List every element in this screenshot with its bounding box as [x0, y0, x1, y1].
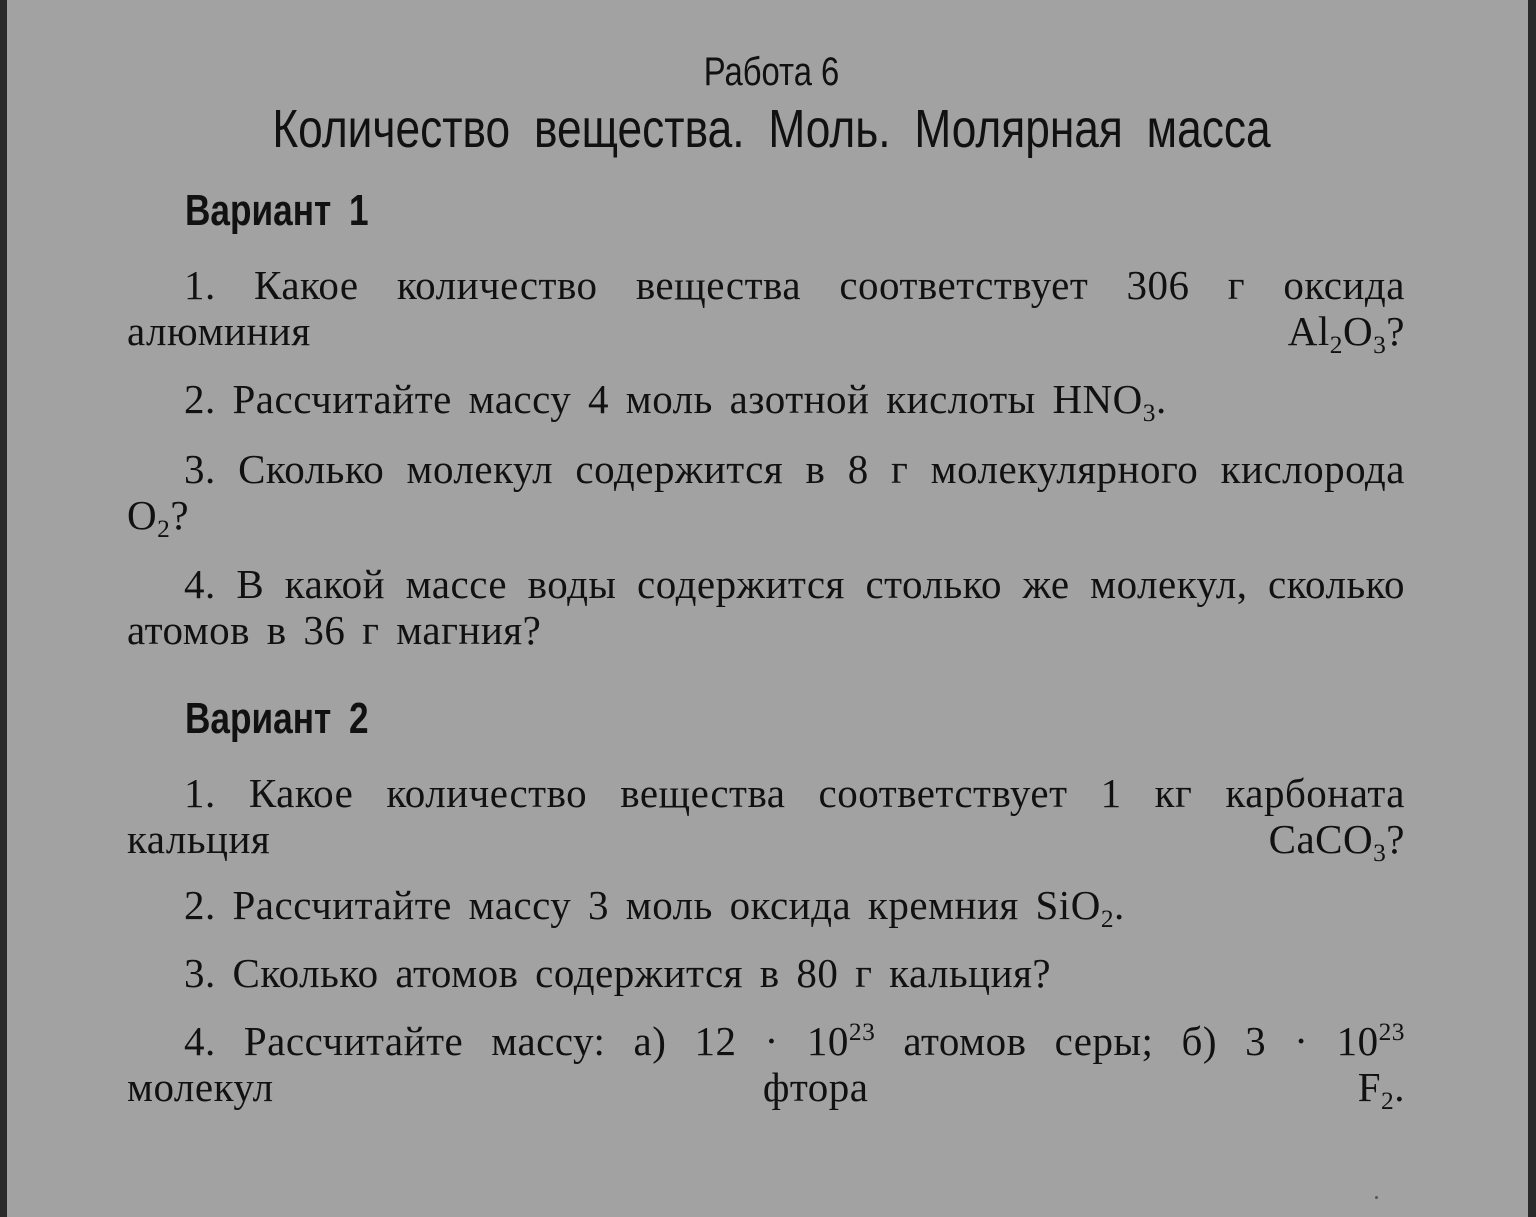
formula-al2o3: $Al_2O_3$ — [1287, 308, 1387, 360]
document-page — [7, 0, 1528, 1217]
formula-sio2: SiO$_2$ — [1035, 882, 1115, 934]
variant-2-task-4: 4. Рассчитайте массу: а) $12 \cdot 10^{23}$ атомов серы; б) $3 \cdot 10^{23}$ молекул фтора $F_2$. — [127, 1017, 1405, 1116]
work-number: Работа 6 — [703, 50, 840, 94]
formula-hno3: $HNO_3$ — [1052, 376, 1156, 428]
scan-speck — [1375, 1196, 1378, 1199]
variant-1-task-1: 1. Какое количество вещества соответствует 306 г оксида алюминия $Al_2O_3$? — [127, 262, 1405, 360]
variant-1-task-2: 2. Рассчитайте массу 4 моль азотной кислоты $HNO_3$. — [184, 376, 1167, 428]
variant-1-task-4: 4. В какой массе воды содержится столько же молекул, сколько атомов в 36 г магния? — [127, 561, 1406, 653]
variant-2-task-1: 1. Какое количество вещества соответствует 1 кг карбоната кальция CaCO$_3$? — [127, 770, 1405, 868]
page-title: Количество вещества. Моль. Молярная масса — [272, 99, 1271, 159]
variant-1-task-3: 3. Сколько молекул содержится в 8 г молекулярного кислорода $O_2$? — [127, 446, 1405, 544]
formula-o2: $O_2$ — [127, 492, 171, 544]
formula-f2: $F_2$ — [1357, 1064, 1395, 1116]
variant-2-task-2: 2. Рассчитайте массу 3 моль оксида кремния SiO$_2$. — [184, 882, 1125, 934]
variant-2-heading: Вариант 2 — [185, 694, 369, 743]
variant-2-task-3: 3. Сколько атомов содержится в 80 г кальция? — [184, 950, 1052, 996]
variant-1-heading: Вариант 1 — [185, 186, 369, 235]
formula-caco3: CaCO$_3$ — [1268, 816, 1387, 868]
